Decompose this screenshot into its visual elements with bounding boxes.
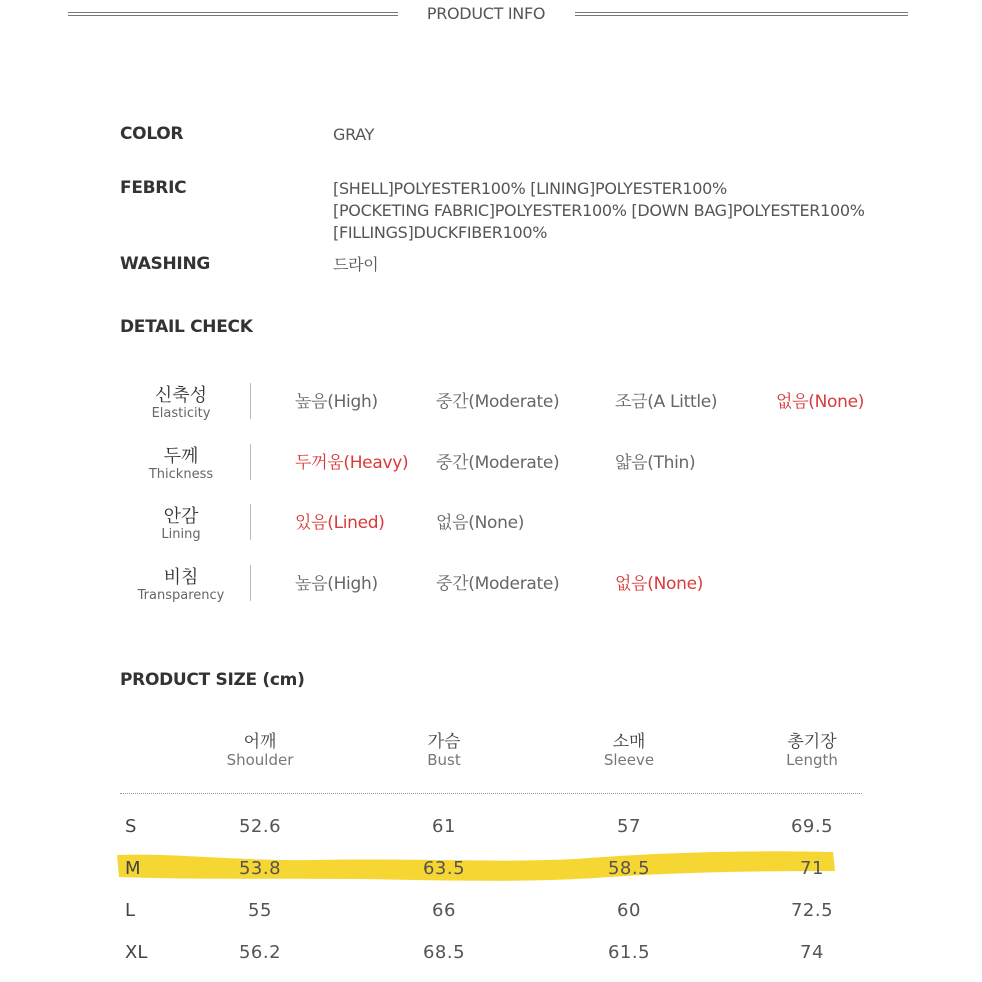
size-column-header-kr: 어깨 — [243, 732, 277, 752]
detail-separator — [250, 565, 251, 601]
size-row-label: S — [125, 816, 137, 837]
size-table-divider — [120, 793, 862, 794]
fabric-line: [POCKETING FABRIC]POLYESTER100% [DOWN BAG]POLYESTER100% — [333, 201, 865, 220]
size-cell: 68.5 — [422, 942, 466, 963]
detail-check-title: DETAIL CHECK — [120, 317, 253, 337]
size-cell: 74 — [800, 942, 824, 963]
detail-option-selected: 없음(None) — [615, 574, 704, 594]
detail-option: 중간(Moderate) — [436, 574, 560, 594]
detail-option-selected: 없음(None) — [776, 392, 865, 412]
size-cell: 66 — [432, 900, 456, 921]
detail-row — [0, 379, 982, 435]
page-title: PRODUCT INFO — [426, 4, 546, 23]
fabric-line: [FILLINGS]DUCKFIBER100% — [333, 223, 548, 242]
detail-option-selected: 있음(Lined) — [295, 513, 385, 533]
fabric-label: FEBRIC — [120, 178, 187, 198]
detail-attribute-kr: 안감 — [163, 506, 199, 527]
detail-separator — [250, 444, 251, 480]
size-cell: 61.5 — [607, 942, 651, 963]
color-value: GRAY — [333, 125, 375, 144]
product-size-title: PRODUCT SIZE (cm) — [120, 670, 305, 690]
detail-row — [0, 440, 982, 496]
size-column-header-en: Shoulder — [226, 751, 294, 769]
detail-attribute-en: Lining — [161, 527, 201, 542]
size-cell: 55 — [248, 900, 272, 921]
detail-option: 없음(None) — [436, 513, 525, 533]
size-cell: 69.5 — [790, 816, 834, 837]
size-column-header-en: Sleeve — [603, 751, 655, 769]
size-cell: 58.5 — [607, 858, 651, 879]
size-row-label: XL — [125, 942, 148, 963]
fabric-value — [333, 178, 865, 244]
detail-option: 얇음(Thin) — [615, 453, 696, 473]
detail-option: 중간(Moderate) — [436, 453, 560, 473]
washing-label: WASHING — [120, 254, 211, 274]
size-cell: 60 — [617, 900, 641, 921]
detail-attribute-en: Thickness — [148, 467, 214, 482]
size-cell: 72.5 — [790, 900, 834, 921]
detail-attribute-kr: 두께 — [163, 446, 199, 467]
detail-separator — [250, 383, 251, 419]
size-column-header-kr: 총기장 — [787, 732, 837, 752]
header-rule-left — [68, 12, 398, 16]
detail-attribute-en: Elasticity — [151, 406, 211, 421]
size-row-label: M — [125, 858, 141, 879]
size-column-header-kr: 가슴 — [427, 732, 461, 752]
detail-option: 조금(A Little) — [615, 392, 718, 412]
size-column-header-en: Length — [786, 751, 838, 769]
size-cell: 61 — [432, 816, 456, 837]
detail-option: 높음(High) — [295, 392, 378, 412]
size-cell: 52.6 — [238, 816, 282, 837]
detail-attribute-kr: 비침 — [163, 567, 199, 588]
detail-attribute-en: Transparency — [137, 588, 225, 603]
color-label: COLOR — [120, 124, 184, 144]
detail-option: 중간(Moderate) — [436, 392, 560, 412]
size-cell: 56.2 — [238, 942, 282, 963]
size-row-label: L — [125, 900, 136, 921]
detail-row — [0, 561, 982, 617]
size-column-header-en: Bust — [427, 751, 461, 769]
detail-option: 높음(High) — [295, 574, 378, 594]
size-cell: 53.8 — [238, 858, 282, 879]
detail-option-selected: 두꺼움(Heavy) — [295, 453, 409, 473]
detail-row — [0, 500, 982, 556]
header-rule-right — [575, 12, 908, 16]
size-cell: 57 — [617, 816, 641, 837]
detail-attribute-kr: 신축성 — [154, 385, 208, 406]
detail-separator — [250, 504, 251, 540]
size-cell: 63.5 — [422, 858, 466, 879]
size-column-header-kr: 소매 — [612, 732, 646, 752]
washing-value: 드라이 — [333, 255, 379, 274]
size-cell: 71 — [800, 858, 824, 879]
fabric-line: [SHELL]POLYESTER100% [LINING]POLYESTER100% — [333, 179, 727, 198]
